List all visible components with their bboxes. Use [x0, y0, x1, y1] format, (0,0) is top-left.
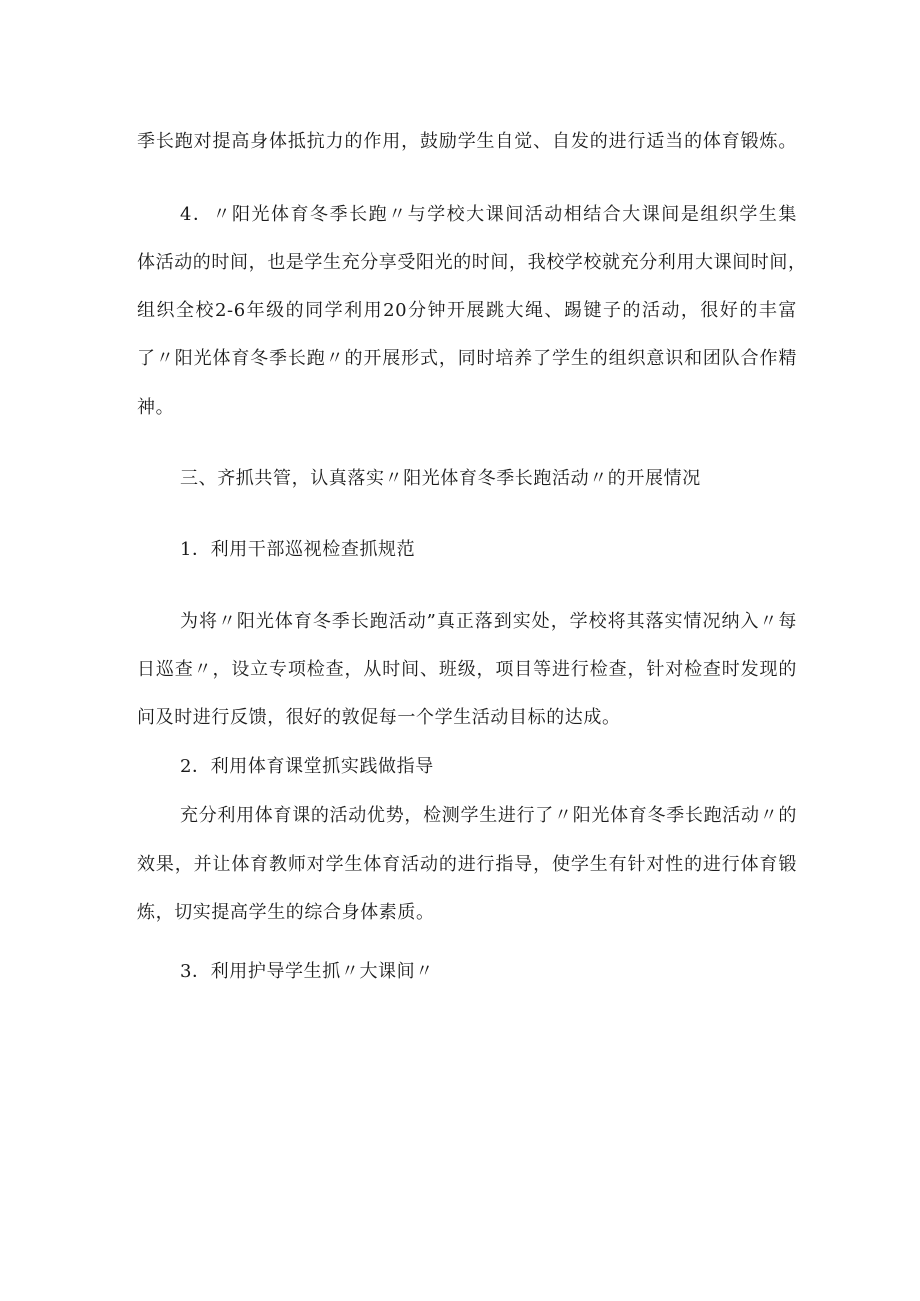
paragraph-line: 充分利用体育课的活动优势，检测学生进行了〃阳光体育冬季长跑活动〃的 — [180, 805, 797, 826]
paragraph-line: 季长跑对提高身体抵抗力的作用，鼓励学生自觉、自发的进行适当的体育锻炼。 — [137, 131, 797, 152]
paragraph-line: 效果，并让体育教师对学生体育活动的进行指导，使学生有针对性的进行体育锻 — [137, 854, 797, 875]
paragraph-line: 为将〃阳光体育冬季长跑活动”真正落到实处，学校将其落实情况纳入〃每 — [180, 611, 797, 632]
paragraph-line: 4．〃阳光体育冬季长跑〃与学校大课间活动相结合大课间是组织学生集 — [180, 204, 797, 225]
paragraph-line: 神。 — [137, 397, 175, 418]
subsection-heading: 3．利用护导学生抓〃大课间〃 — [180, 961, 434, 982]
subsection-heading: 2．利用体育课堂抓实践做指导 — [180, 756, 434, 777]
paragraph-line: 体活动的时间，也是学生充分享受阳光的时间，我校学校就充分利用大课间时间， — [137, 252, 807, 273]
paragraph-line: 了〃阳光体育冬季长跑〃的开展形式，同时培养了学生的组织意识和团队合作精 — [137, 348, 797, 369]
section-heading: 三、齐抓共管，认真落实〃阳光体育冬季长跑活动〃的开展情况 — [180, 468, 701, 489]
subsection-heading: 1．利用干部巡视检查抓规范 — [180, 539, 416, 560]
paragraph-line: 问及时进行反馈，很好的敦促每一个学生活动目标的达成。 — [137, 707, 621, 728]
paragraph-line: 组织全校2-6年级的同学利用20分钟开展跳大绳、踢键子的活动，很好的丰富 — [137, 300, 797, 321]
paragraph-line: 日巡查〃，设立专项检查，从时间、班级，项目等进行检查，针对检查时发现的 — [137, 659, 797, 680]
paragraph-line: 炼，切实提高学生的综合身体素质。 — [137, 902, 435, 923]
